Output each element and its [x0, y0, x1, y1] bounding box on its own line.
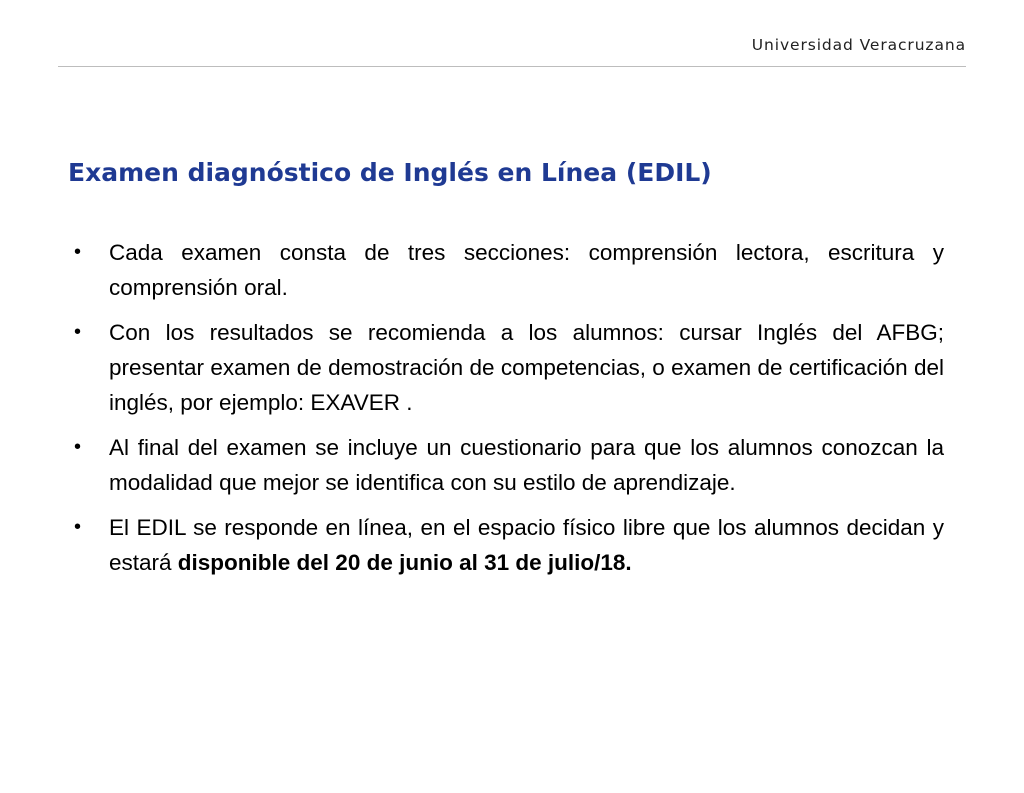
bullet-list: [74, 235, 944, 590]
header-divider: [58, 66, 966, 67]
bullet-icon: •: [74, 516, 82, 538]
organization-header: Universidad Veracruzana: [751, 36, 966, 54]
bullet-text: El EDIL se responde en línea, en el espacio físico libre que los alumnos decidan y estará: [109, 515, 944, 575]
bullet-item-sections: [74, 235, 944, 305]
availability-dates: disponible del 20 de junio al 31 de julio/18.: [177, 550, 632, 575]
bullet-icon: •: [74, 241, 82, 263]
slide-title: Examen diagnóstico de Inglés en Línea (EDIL): [68, 158, 712, 187]
bullet-item-availability: [74, 510, 944, 580]
bullet-text: Cada examen consta de tres secciones: comprensión lectora, escritura y comprensión oral.: [109, 240, 944, 300]
bullet-item-recommendations: [74, 315, 944, 420]
bullet-text: Con los resultados se recomienda a los alumnos: cursar Inglés del AFBG; presentar examen de demostración de competencias, o examen de certificación del inglés, por ejemplo: EXAVER .: [109, 320, 944, 415]
bullet-icon: •: [74, 436, 82, 458]
bullet-item-questionnaire: [74, 430, 944, 500]
bullet-text: Al final del examen se incluye un cuestionario para que los alumnos conozcan la modalidad que mejor se identifica con su estilo de aprendizaje.: [109, 435, 944, 495]
bullet-icon: •: [74, 321, 82, 343]
